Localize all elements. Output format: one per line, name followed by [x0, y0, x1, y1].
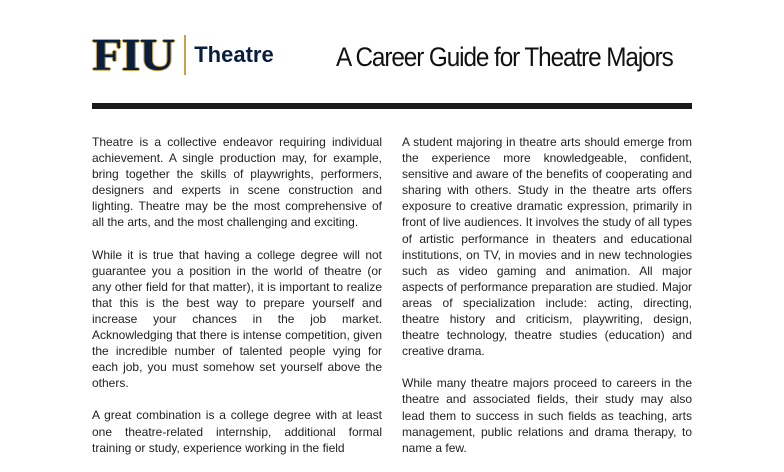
paragraph: Theatre is a collective endeavor requiring individual achievement. A single production may, for example, bring together the skills of playwrights, performers, designers and experts in scene construction and lighting. Theatre may be the most comprehensive of all the arts, and the most challenging and exciting. — [92, 135, 382, 230]
logo-divider — [184, 35, 186, 75]
logo-wordmark: FIU — [92, 29, 175, 80]
right-column — [402, 134, 692, 472]
paragraph: A great combination is a college degree with at least one theatre-related internship, additional formal training or study, experience working in the field — [92, 408, 382, 455]
left-column — [92, 134, 382, 472]
fiu-theatre-logo — [92, 29, 274, 80]
document-title: A Career Guide for Theatre Majors — [336, 42, 673, 72]
paragraph: While many theatre majors proceed to careers in the theatre and associated fields, their study may also lead them to success in such fields as teaching, arts management, public relations and drama therapy, to name a few. — [402, 376, 692, 455]
logo-department: Theatre — [194, 42, 274, 67]
paragraph: A student majoring in theatre arts should emerge from the experience more knowledgeable, confident, sensitive and aware of the benefits of cooperating and sharing with others. Study in the theatre arts offers exposure to creative dramatic expression, primarily in front of live audiences. It involves the study of all types of artistic performance in theaters and educational institutions, on TV, in movies and in new technologies such as video gaming and animation. All major aspects of performance preparation are studied. Major areas of specialization include: acting, directing, theatre history and criticism, playwriting, design, theatre technology, theatre studies (education) and creative drama. — [402, 135, 692, 359]
paragraph: While it is true that having a college degree will not guarantee you a position in the world of theatre (or any other field for that matter), it is important to realize that this is the best way to prepare yourself and increase your chances in the job market. Acknowledging that there is intense competition, given the incredible number of talented people vying for each job, you must somehow set yourself above the others. — [92, 247, 382, 391]
header-rule — [92, 103, 692, 109]
